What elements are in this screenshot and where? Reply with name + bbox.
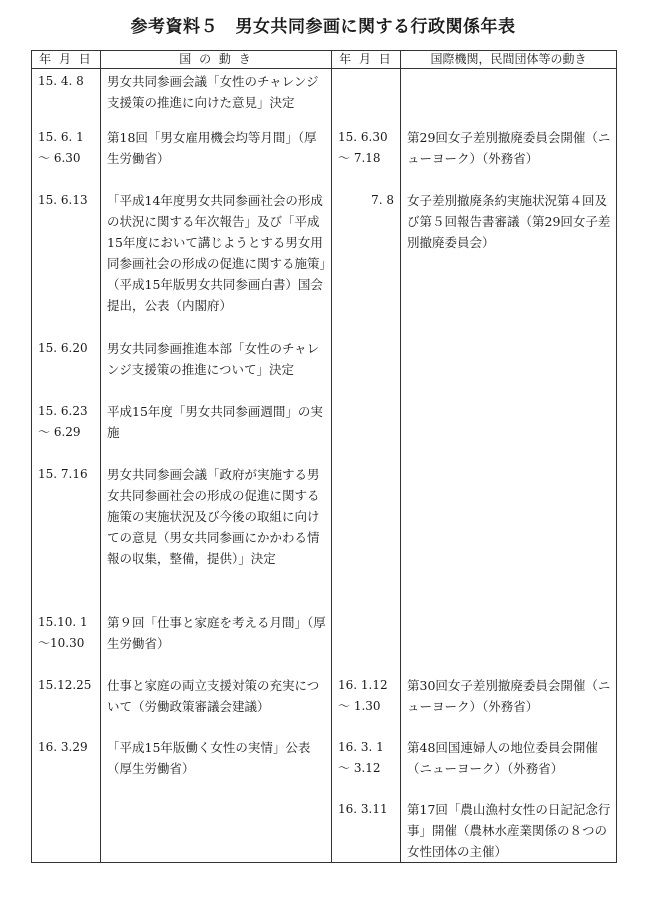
header-international: 国際機関，民間団体等の動き: [401, 51, 617, 69]
intl-date: [332, 610, 401, 673]
page-title: 参考資料５ 男女共同参画に関する行政関係年表: [130, 17, 516, 37]
national-date: [32, 673, 101, 735]
date-end: ～ 6.29: [38, 424, 81, 439]
date-end: ～ 1.30: [338, 698, 381, 713]
national-event: 平成15年度「男女共同参画週間」の実施: [101, 399, 332, 462]
national-event: 男女共同参画推進本部「女性のチャレンジ支援策の推進について」決定: [101, 336, 332, 399]
intl-event: [401, 610, 617, 673]
table-row: [32, 125, 617, 188]
date-end: ～ 3.12: [338, 760, 381, 775]
header-date-intl: 年 月 日: [332, 51, 401, 69]
national-event: 仕事と家庭の両立支援対策の充実について（労働政策審議会建議）: [101, 673, 332, 735]
intl-event: [401, 336, 617, 399]
national-date: [32, 188, 101, 336]
date-end: ～ 7.18: [338, 150, 381, 165]
national-event: 「平成14年度男女共同参画社会の形成の状況に関する年次報告」及び「平成15年度において講じようとする男女用同参画社会の形成の促進に関する施策」（平成15年版男女共同参画白書）国会提出，公表（内閣府）: [101, 188, 332, 336]
intl-date: [332, 125, 401, 188]
intl-event: [401, 462, 617, 610]
intl-date: [332, 673, 401, 735]
national-date: [32, 735, 101, 797]
intl-date: [332, 462, 401, 610]
intl-event: 女子差別撤廃条約実施状況第４回及び第５回報告書審議（第29回女子差別撤廃委員会）: [401, 188, 617, 336]
intl-date: [332, 336, 401, 399]
national-date: [32, 69, 101, 125]
date-start: 15. 6.30: [338, 129, 388, 144]
table-row: [32, 188, 617, 336]
intl-event: [401, 69, 617, 125]
date-start: 7. 8: [371, 192, 394, 207]
date-start: 16. 1.12: [338, 677, 388, 692]
intl-date: [332, 735, 401, 797]
intl-event: [401, 399, 617, 462]
table-row: [32, 610, 617, 673]
national-date: [32, 610, 101, 673]
date-end: ～10.30: [38, 635, 85, 650]
national-event: 男女共同参画会議「女性のチャレンジ支援策の推進に向けた意見」決定: [101, 69, 332, 125]
national-date: [32, 125, 101, 188]
table-row: [32, 399, 617, 462]
table-row: [32, 336, 617, 399]
date-start: 16. 3. 1: [338, 739, 384, 754]
date-start: 15.12.25: [38, 677, 92, 692]
date-start: 16. 3.11: [338, 801, 388, 816]
chronology-table: [31, 50, 617, 863]
intl-event: 第17回「農山漁村女性の日記記念行事」開催（農林水産業関係の８つの女性団体の主催）: [401, 797, 617, 863]
national-event: 「平成15年版働く女性の実情」公表（厚生労働省）: [101, 735, 332, 797]
date-start: 15.10. 1: [38, 614, 88, 629]
national-event: 第18回「男女雇用機会均等月間」（厚生労働省）: [101, 125, 332, 188]
intl-date: [332, 69, 401, 125]
intl-date: [332, 399, 401, 462]
date-start: 15. 6. 1: [38, 129, 84, 144]
header-row: [32, 51, 617, 69]
national-date: [32, 336, 101, 399]
table-row: [32, 69, 617, 125]
national-event: 第９回「仕事と家庭を考える月間」（厚生労働省）: [101, 610, 332, 673]
intl-event: 第30回女子差別撤廃委員会開催（ニューヨーク）（外務省）: [401, 673, 617, 735]
date-start: 15. 6.23: [38, 403, 88, 418]
date-start: 15. 7.16: [38, 466, 88, 481]
date-start: 15. 4. 8: [38, 74, 84, 88]
intl-date: [332, 188, 401, 336]
intl-event: 第29回女子差別撤廃委員会開催（ニューヨーク）（外務省）: [401, 125, 617, 188]
intl-event: 第48回国連婦人の地位委員会開催（ニューヨーク）（外務省）: [401, 735, 617, 797]
header-date: 年 月 日: [32, 51, 101, 69]
national-date: [32, 797, 101, 863]
date-start: 16. 3.29: [38, 739, 88, 754]
table-row: [32, 797, 617, 863]
national-event: 男女共同参画会議「政府が実施する男女共同参画社会の形成の促進に関する施策の実施状況及び今後の取組に向けての意見（男女共同参画にかかわる情報の収集，整備，提供）」決定: [101, 462, 332, 610]
table-row: [32, 462, 617, 610]
intl-date: [332, 797, 401, 863]
date-start: 15. 6.20: [38, 340, 88, 355]
table-row: [32, 735, 617, 797]
national-date: [32, 399, 101, 462]
national-date: [32, 462, 101, 610]
national-event: [101, 797, 332, 863]
header-national: 国 の 動 き: [101, 51, 332, 69]
table-row: [32, 673, 617, 735]
date-end: ～ 6.30: [38, 150, 81, 165]
date-start: 15. 6.13: [38, 192, 88, 207]
